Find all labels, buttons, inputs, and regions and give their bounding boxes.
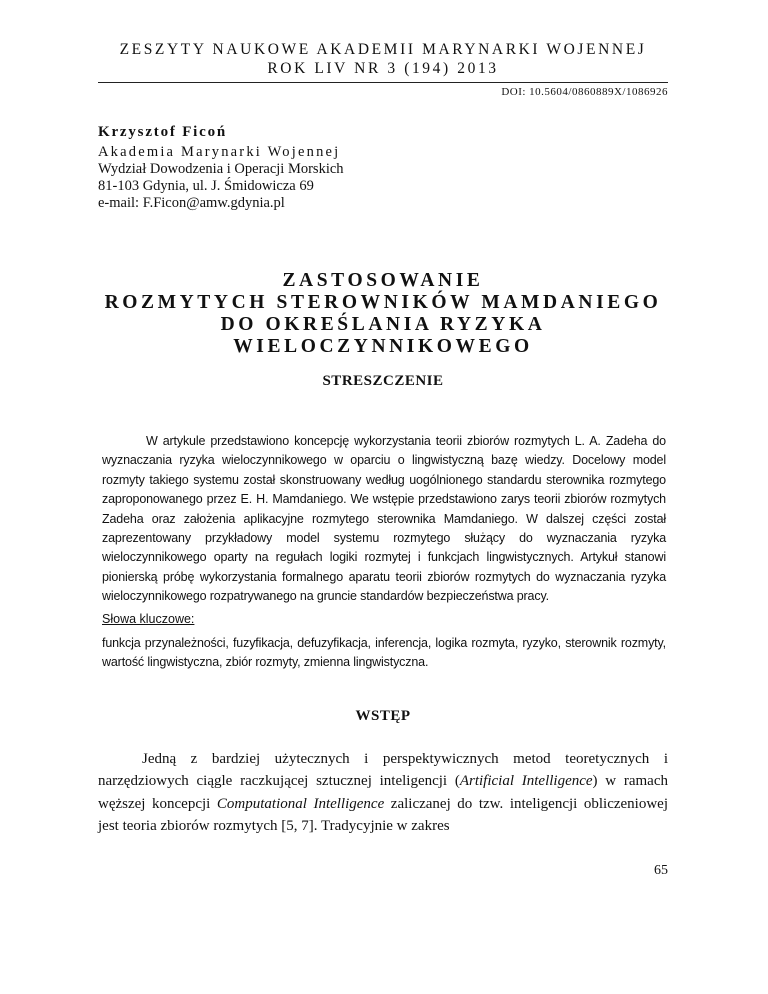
abstract-heading: STRESZCZENIE (322, 373, 444, 389)
title-line-4: WIELOCZYNNIKOWEGO (233, 336, 533, 357)
author-institution: Akademia Marynarki Wojennej (98, 144, 341, 160)
author-address: 81-103 Gdynia, ul. J. Śmidowicza 69 (98, 178, 314, 194)
author-name: Krzysztof Ficoń (98, 124, 228, 140)
page-number: 65 (654, 863, 668, 878)
header-divider (98, 82, 668, 83)
title-line-2: ROZMYTYCH STEROWNIKÓW MAMDANIEGO (104, 292, 662, 313)
author-block (98, 124, 344, 212)
abstract-text: W artykule przedstawiono koncepcję wykorzystania teorii zbiorów rozmytych L. A. Zadeha do wyznaczania ryzyka wieloczynnikowego w oparciu o lingwistyczną bazę wiedzy. Docelowy model rozmyty takiego systemu został skonstruowany według uogólnionego standardu sterownika rozmytego zaproponowanego przez E. H. Mamdaniego. We wstępie przedstawiono zarys teorii zbiorów rozmytych Zadeha oraz założenia aplikacyjne rozmytego sterownika Mamdaniego. W dalszej części został zaprezentowany przykładowy model systemu rozmytego służący do wyznaczania ryzyka wieloczynnikowego oparty na regułach logiki rozmytej i funkcjach lingwistycznych. Artykuł stanowi pionierską próbę wykorzystania formalnego aparatu teorii zbiorów rozmytych do wyznaczania ryzyka wieloczynnikowego rozpatrywanego na gruncie standardów bezpieczeństwa pracy. (102, 434, 666, 604)
title-line-1: ZASTOSOWANIE (282, 270, 484, 291)
journal-header (98, 40, 668, 78)
keywords-text: funkcja przynależności, fuzyfikacja, defuzyfikacja, inferencja, logika rozmyta, ryzyko, sterownik rozmyty, wartość lingwistyczna, zbiór rozmyty, zmienna lingwistyczna. (102, 636, 666, 670)
paper-title (80, 270, 686, 358)
intro-heading: WSTĘP (355, 708, 411, 724)
doi-text: DOI: 10.5604/0860889X/1086926 (501, 86, 668, 98)
intro-italic-1: Artificial Intelligence (459, 773, 593, 790)
intro-paragraph (98, 748, 668, 838)
title-line-3: DO OKREŚLANIA RYZYKA (220, 314, 546, 335)
journal-issue: ROK LIV NR 3 (194) 2013 (267, 60, 499, 77)
author-email: e-mail: F.Ficon@amw.gdynia.pl (98, 195, 285, 211)
journal-title: ZESZYTY NAUKOWE AKADEMII MARYNARKI WOJENNEJ (119, 41, 647, 58)
intro-text-3: zaliczanej do tzw. inteligencji obliczeniowej jest teoria zbiorów rozmytych [5, 7]. Tradycyjnie w zakres (98, 795, 668, 835)
author-department: Wydział Dowodzenia i Operacji Morskich (98, 161, 344, 177)
intro-italic-2: Computational Intelligence (216, 795, 385, 812)
keywords-label: Słowa kluczowe: (102, 612, 195, 626)
intro-text-1: Jedną z bardziej użytecznych i perspektywicznych metod teoretycznych i narzędziowych ciągle raczkującej sztucznej inteligencji ( (98, 751, 668, 790)
intro-text-2: ) w ramach węższej koncepcji (98, 773, 668, 812)
